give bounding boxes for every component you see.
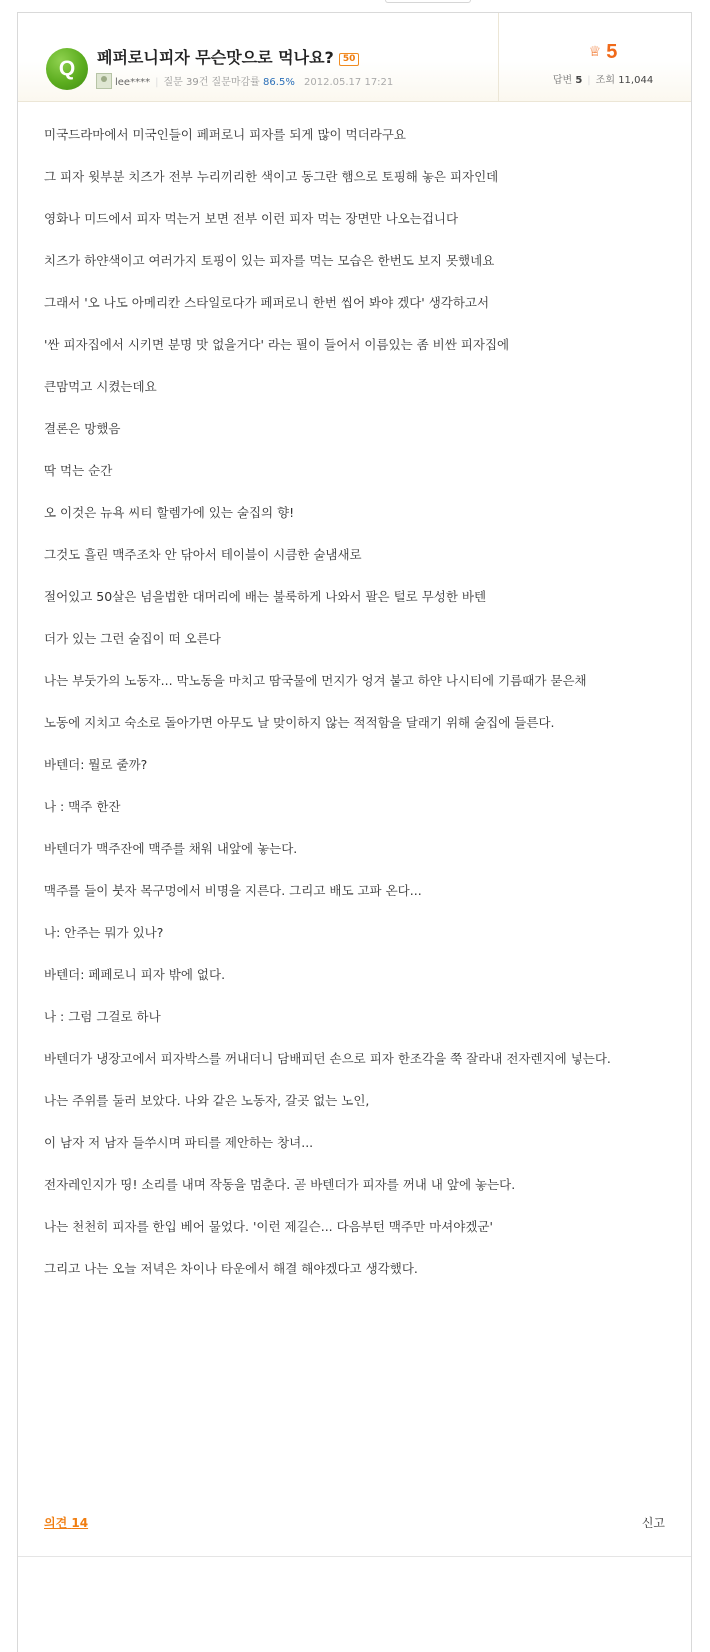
meta-divider: | — [155, 77, 159, 88]
body-line: 미국드라마에서 미국인들이 페퍼로니 피자를 되게 많이 먹더라구요 — [44, 127, 406, 142]
stats-divider — [498, 13, 499, 101]
body-line: 오 이것은 뉴욕 씨티 할렘가에 있는 술집의 향! — [44, 505, 295, 520]
body-line: 그것도 흘린 맥주조차 안 닦아서 테이블이 시큼한 술냄새로 — [44, 547, 362, 562]
question-stats — [518, 71, 688, 86]
body-line: 결론은 망했음 — [44, 421, 121, 436]
opinion-link[interactable] — [44, 1514, 88, 1531]
body-line: 바텐더가 맥주잔에 맥주를 채워 내앞에 놓는다. — [44, 841, 298, 856]
views-label: 조회 — [595, 75, 615, 86]
body-line: 전자레인지가 띵! 소리를 내며 작동을 멈춘다. 곧 바텐더가 피자를 꺼내 내 앞에 놓는다. — [44, 1177, 516, 1192]
opinion-label: 의견 — [44, 1516, 68, 1530]
question-footer — [18, 1510, 691, 1540]
body-line: 나: 안주는 뭐가 있나? — [44, 925, 164, 940]
body-line: 바텐더: 뭘로 줄까? — [44, 757, 148, 772]
body-line: 큰맘먹고 시켰는데요 — [44, 379, 157, 394]
top-tab-edge — [385, 0, 471, 3]
opinion-count: 14 — [71, 1516, 89, 1530]
body-line: 바텐더가 냉장고에서 피자박스를 꺼내더니 담배피던 손으로 피자 한조각을 쭉 잘라내 전자렌지에 넣는다. — [44, 1051, 611, 1066]
body-line: 나는 천천히 피자를 한입 베어 물었다. '이런 제길슨... 다음부턴 맥주만 마셔야겠군' — [44, 1219, 493, 1234]
footer-divider — [18, 1556, 691, 1557]
question-count: 질문 39건 — [163, 77, 209, 88]
body-line: '싼 피자집에서 시키면 분명 맛 없을거다' 라는 필이 들어서 이름있는 좀 비싼 피자집에 — [44, 337, 510, 352]
author-name[interactable]: lee**** — [115, 77, 151, 88]
views-count: 11,044 — [618, 75, 654, 86]
report-button[interactable]: 신고 — [641, 1516, 665, 1530]
post-date: 2012.05.17 17:21 — [304, 77, 394, 88]
rate-value: 86.5% — [263, 77, 295, 88]
rate-label: 질문마감률 — [211, 77, 260, 88]
body-line: 노동에 지치고 숙소로 돌아가면 아무도 날 맞이하지 않는 적적함을 달래기 위해 술집에 들른다. — [44, 715, 555, 730]
question-body — [44, 114, 679, 1290]
body-line: 더가 있는 그런 술집이 떠 오른다 — [44, 631, 221, 646]
body-line: 딱 먹는 순간 — [44, 463, 113, 478]
body-line: 나는 부둣가의 노동자... 막노동을 마치고 땀국물에 먼지가 엉겨 붙고 하얀 나시티에 기름때가 묻은채 — [44, 673, 587, 688]
body-line: 그래서 '오 나도 아메리칸 스타일로다가 페퍼로니 한번 씹어 봐야 겠다' 생각하고서 — [44, 295, 490, 310]
body-line: 바텐더: 페페로니 피자 밖에 없다. — [44, 967, 226, 982]
question-card — [17, 12, 692, 1652]
user-avatar-icon[interactable] — [96, 73, 112, 89]
body-line: 그 피자 윗부분 치즈가 전부 누리끼리한 색이고 동그란 햄으로 토핑해 놓은 피자인데 — [44, 169, 499, 184]
stats-separator: | — [587, 75, 591, 86]
body-line: 영화나 미드에서 피자 먹는거 보면 전부 이런 피자 먹는 장면만 나오는겁니다 — [44, 211, 459, 226]
question-badge-icon: Q — [46, 48, 88, 90]
question-title-text[interactable]: 페퍼로니피자 무슨맛으로 먹나요? — [97, 48, 334, 67]
question-meta — [96, 73, 393, 89]
answers-label: 답변 — [552, 75, 573, 86]
body-line: 이 남자 저 남자 들쑤시며 파티를 제안하는 창녀... — [44, 1135, 314, 1150]
question-header — [18, 13, 691, 102]
body-line: 절어있고 50살은 넘을법한 대머리에 배는 불룩하게 나와서 팔은 털로 무성한 바텐 — [44, 589, 487, 604]
helpful-count: 5 — [606, 41, 618, 63]
answers-count: 5 — [575, 75, 583, 86]
body-line: 나 : 맥주 한잔 — [44, 799, 121, 814]
body-line: 나는 주위를 둘러 보았다. 나와 같은 노동자, 갈곳 없는 노인, — [44, 1093, 370, 1108]
body-line: 나 : 그럼 그걸로 하나 — [44, 1009, 161, 1024]
body-line: 맥주를 들이 붓자 목구멍에서 비명을 지른다. 그리고 배도 고파 온다... — [44, 883, 422, 898]
thumb-up-icon[interactable]: ♕ — [588, 44, 602, 60]
body-line: 치즈가 하얀색이고 여러가지 토핑이 있는 피자를 먹는 모습은 한번도 보지 못했네요 — [44, 253, 495, 268]
helpful-counter[interactable] — [543, 41, 663, 64]
points-badge: 50 — [339, 53, 360, 66]
body-line: 그리고 나는 오늘 저녁은 차이나 타운에서 해결 해야겠다고 생각했다. — [44, 1261, 418, 1276]
question-title — [97, 45, 359, 68]
